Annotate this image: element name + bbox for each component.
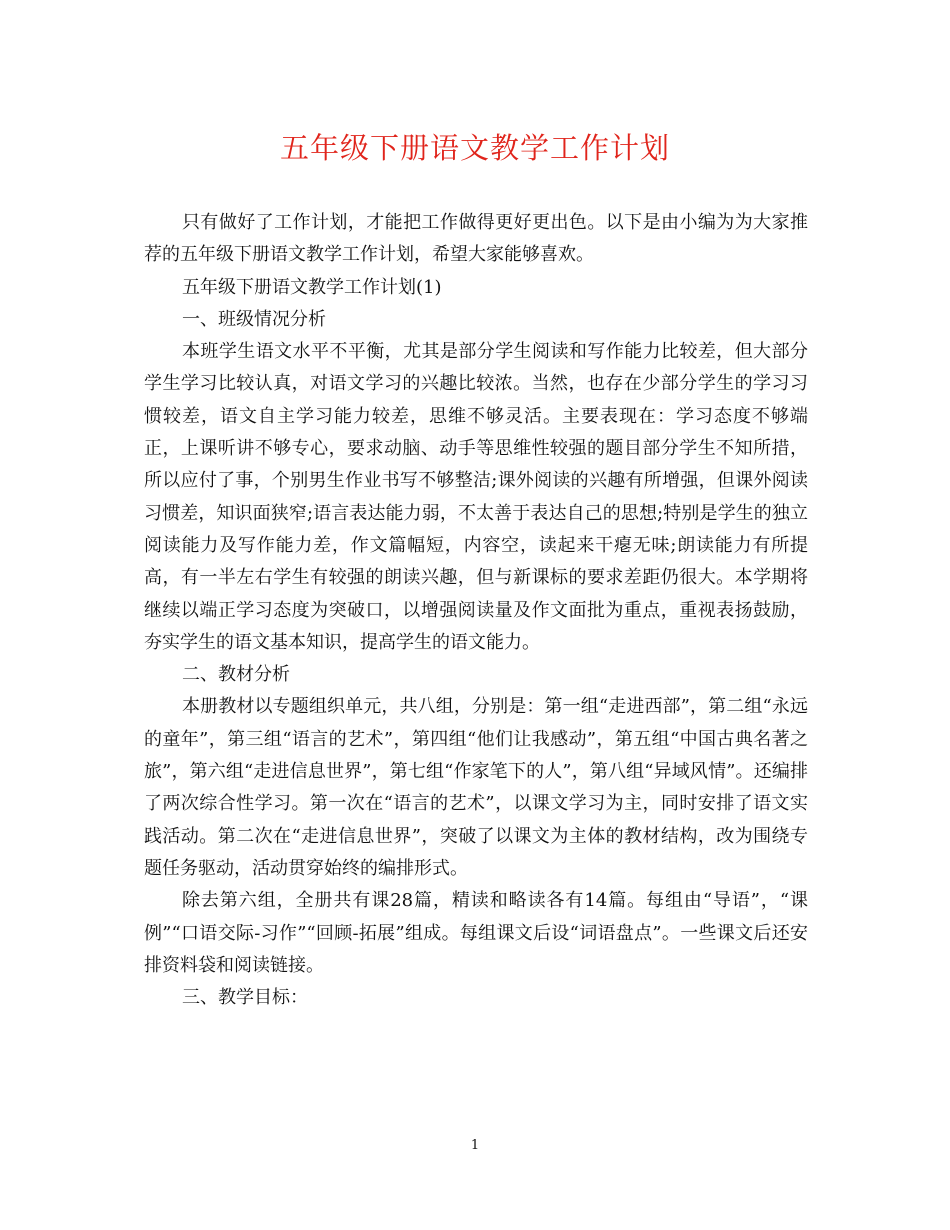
plan-subtitle: 五年级下册语文教学工作计划(1): [182, 276, 442, 298]
intro-paragraph: 只有做好了工作计划，才能把工作做得更好更出色。以下是由小编为为大家推荐的五年级下册语文教学工作计划，希望大家能够喜欢。: [144, 212, 808, 266]
section-heading-teaching-goals: 三、教学目标：: [182, 987, 308, 1009]
page-number: 1: [470, 1138, 480, 1153]
course-structure-paragraph: 除去第六组，全册共有课28篇，精读和略读各有14篇。每组由“导语”，“课例”“口语交际-习作”“回顾-拓展”组成。每组课文后设“词语盘点”。一些课文后还安排资料袋和阅读链接。: [144, 890, 808, 976]
section-heading-class-analysis: 一、班级情况分析: [182, 308, 326, 330]
document-body: [144, 207, 808, 1014]
document-title: 五年级下册语文教学工作计划: [279, 131, 670, 165]
section-heading-textbook-analysis: 二、教材分析: [182, 664, 290, 686]
textbook-analysis-paragraph: 本册教材以专题组织单元，共八组，分别是：第一组“走进西部”，第二组“永远的童年”，第三组“语言的艺术”，第四组“他们让我感动”，第五组“中国古典名著之旅”，第六组“走进信息世界”，第七组“作家笔下的人”，第八组“异域风情”。还编排了两次综合性学习。第一次在“语言的艺术”，以课文学习为主，同时安排了语文实践活动。第二次在“走进信息世界”，突破了以课文为主体的教材结构，改为围绕专题任务驱动，活动贯穿始终的编排形式。: [144, 696, 808, 879]
class-analysis-paragraph: 本班学生语文水平不平衡，尤其是部分学生阅读和写作能力比较差，但大部分学生学习比较认真，对语文学习的兴趣比较浓。当然，也存在少部分学生的学习习惯较差，语文自主学习能力较差，思维不够灵活。主要表现在：学习态度不够端正，上课听讲不够专心，要求动脑、动手等思维性较强的题目部分学生不知所措，所以应付了事，个别男生作业书写不够整洁;课外阅读的兴趣有所增强，但课外阅读习惯差，知识面狭窄;语言表达能力弱，不太善于表达自己的思想;特别是学生的独立阅读能力及写作能力差，作文篇幅短，内容空，读起来干瘪无味;朗读能力有所提高，有一半左右学生有较强的朗读兴趣，但与新课标的要求差距仍很大。本学期将继续以端正学习态度为突破口，以增强阅读量及作文面批为重点，重视表扬鼓励，夯实学生的语文基本知识，提高学生的语文能力。: [144, 341, 808, 653]
